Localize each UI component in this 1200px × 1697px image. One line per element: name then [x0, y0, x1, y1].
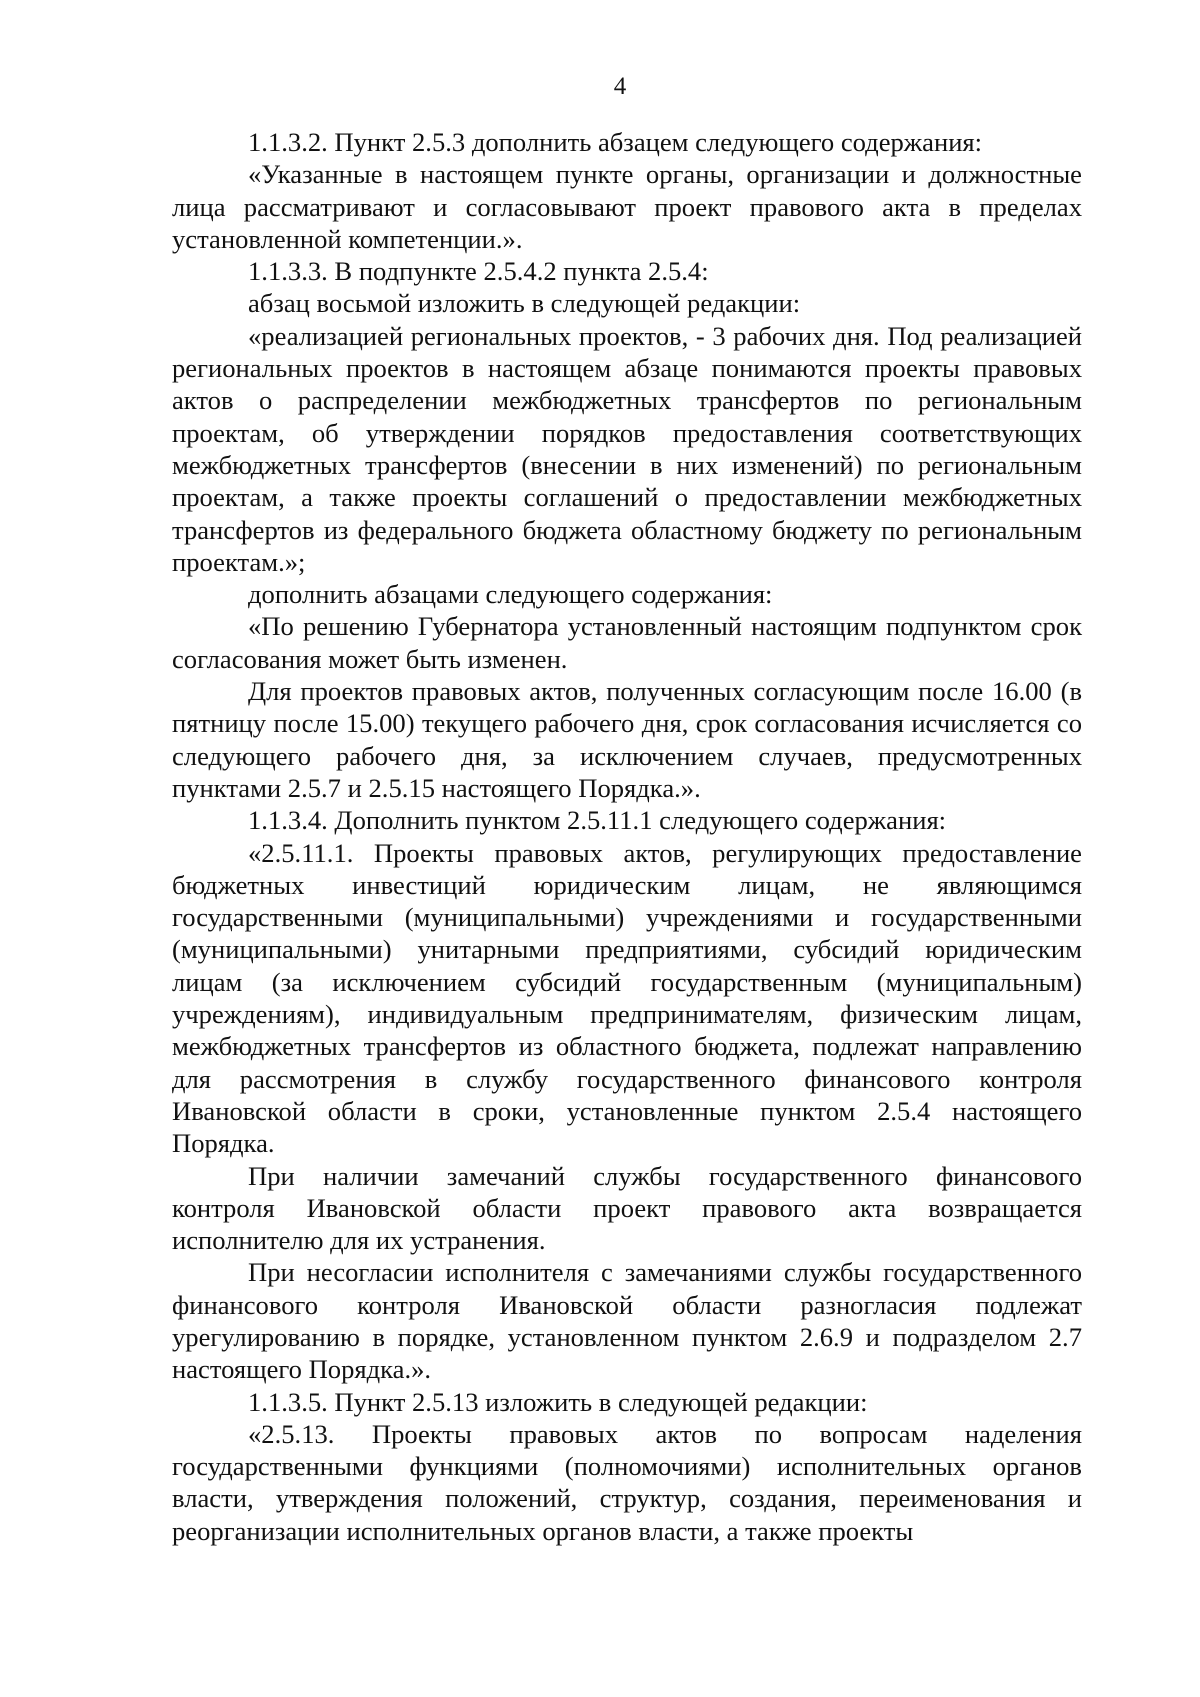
paragraph: «По решению Губернатора установленный настоящим подпунктом срок согласования может быть изменен.	[172, 611, 1082, 674]
paragraph: 1.1.3.5. Пункт 2.5.13 изложить в следующей редакции:	[248, 1386, 868, 1417]
paragraph: 1.1.3.2. Пункт 2.5.3 дополнить абзацем следующего содержания:	[248, 127, 983, 157]
paragraph: абзац восьмой изложить в следующей редакции:	[248, 288, 801, 319]
paragraph: «2.5.11.1. Проекты правовых актов, регулирующих предоставление бюджетных инвестиций юридическим лицам, не являющимся государственными (муниципальными) учреждениями и государственными (муниципальными) унитарными предприятиями, субсидий юридическим лицам (за исключением субсидий государственным (муниципальным) учреждениям), индивидуальным предпринимателям, физическим лицам, межбюджетных трансфертов из областного бюджета, подлежат направлению для рассмотрения в службу государственного финансового контроля Ивановской области в сроки, установленные пунктом 2.5.4 настоящего Порядка.	[172, 837, 1082, 1159]
document-body	[172, 126, 1082, 1547]
paragraph: «Указанные в настоящем пункте органы, организации и должностные лица рассматривают и согласовывают проект правового акта в пределах установленной компетенции.».	[172, 159, 1082, 254]
paragraph: При наличии замечаний службы государственного финансового контроля Ивановской области проект правового акта возвращается исполнителю для их устранения.	[172, 1160, 1082, 1256]
paragraph: 1.1.3.3. В подпункте 2.5.4.2 пункта 2.5.4:	[248, 256, 709, 287]
paragraph: При несогласии исполнителя с замечаниями службы государственного финансового контроля Ивановской области разногласия подлежат урегулированию в порядке, установленном пунктом 2.6.9 и подразделом 2.7 настоящего Порядка.».	[172, 1257, 1082, 1385]
page-number: 4	[613, 73, 627, 100]
paragraph: «2.5.13. Проекты правовых актов по вопросам наделения государственными функциями (полномочиями) исполнительных органов власти, утверждения положений, структур, создания, переименования и реорганизации исполнительных органов власти, а также проекты	[172, 1418, 1082, 1546]
paragraph: Для проектов правовых актов, полученных согласующим после 16.00 (в пятницу после 15.00) текущего рабочего дня, срок согласования исчисляется со следующего рабочего дня, за исключением случаев, предусмотренных пунктами 2.5.7 и 2.5.15 настоящего Порядка.».	[172, 676, 1082, 803]
paragraph: «реализацией региональных проектов, - 3 рабочих дня. Под реализацией региональных проектов в настоящем абзаце понимаются проекты правовых актов о распределении межбюджетных трансфертов по региональным проектам, об утверждении порядков предоставления соответствующих межбюджетных трансфертов (внесении в них изменений) по региональным проектам, а также проекты соглашений о предоставлении межбюджетных трансфертов из федерального бюджета областному бюджету по региональным проектам.»;	[172, 320, 1082, 577]
paragraph: дополнить абзацами следующего содержания:	[248, 579, 773, 610]
paragraph: 1.1.3.4. Дополнить пунктом 2.5.11.1 следующего содержания:	[248, 805, 947, 836]
